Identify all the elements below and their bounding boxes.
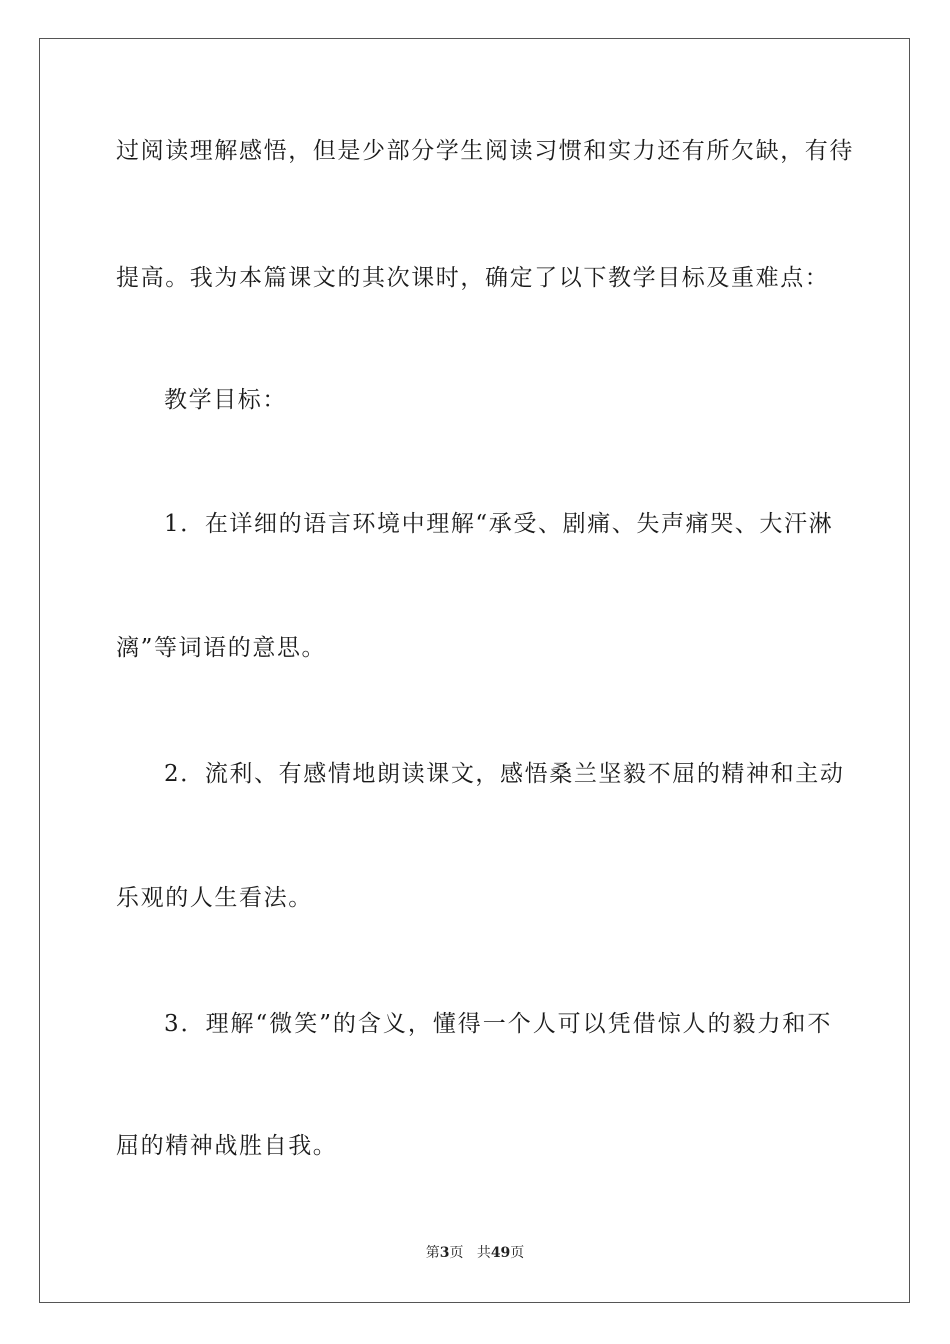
footer-total-prefix: 共 (476, 1245, 491, 1261)
footer-page-prefix: 第 (425, 1245, 440, 1261)
goal-1-line-1: 1．在详细的语言环境中理解“承受、剧痛、失声痛哭、大汗淋 (164, 511, 834, 537)
section-heading-teaching-goals: 教学目标： (164, 387, 287, 413)
goal-3-line-1: 3．理解“微笑”的含义，懂得一个人可以凭借惊人的毅力和不 (164, 1011, 832, 1037)
paragraph-line-2: 提高。我为本篇课文的其次课时，确定了以下教学目标及重难点： (116, 265, 830, 291)
page-footer (0, 1243, 950, 1263)
goal-1-line-2: 漓”等词语的意思。 (116, 635, 327, 661)
footer-total-pages: 49 (490, 1245, 511, 1261)
goal-2-line-1: 2．流利、有感情地朗读课文，感悟桑兰坚毅不屈的精神和主动 (164, 761, 845, 787)
paragraph-line-1: 过阅读理解感悟，但是少部分学生阅读习惯和实力还有所欠缺，有待 (116, 138, 854, 164)
goal-3-line-2: 屈的精神战胜自我。 (116, 1133, 338, 1159)
goal-2-line-2: 乐观的人生看法。 (116, 885, 313, 911)
footer-page-suffix: 页 (449, 1245, 464, 1261)
footer-page-number: 3 (439, 1245, 450, 1261)
footer-total-suffix: 页 (510, 1245, 525, 1261)
page-border (39, 38, 910, 1303)
